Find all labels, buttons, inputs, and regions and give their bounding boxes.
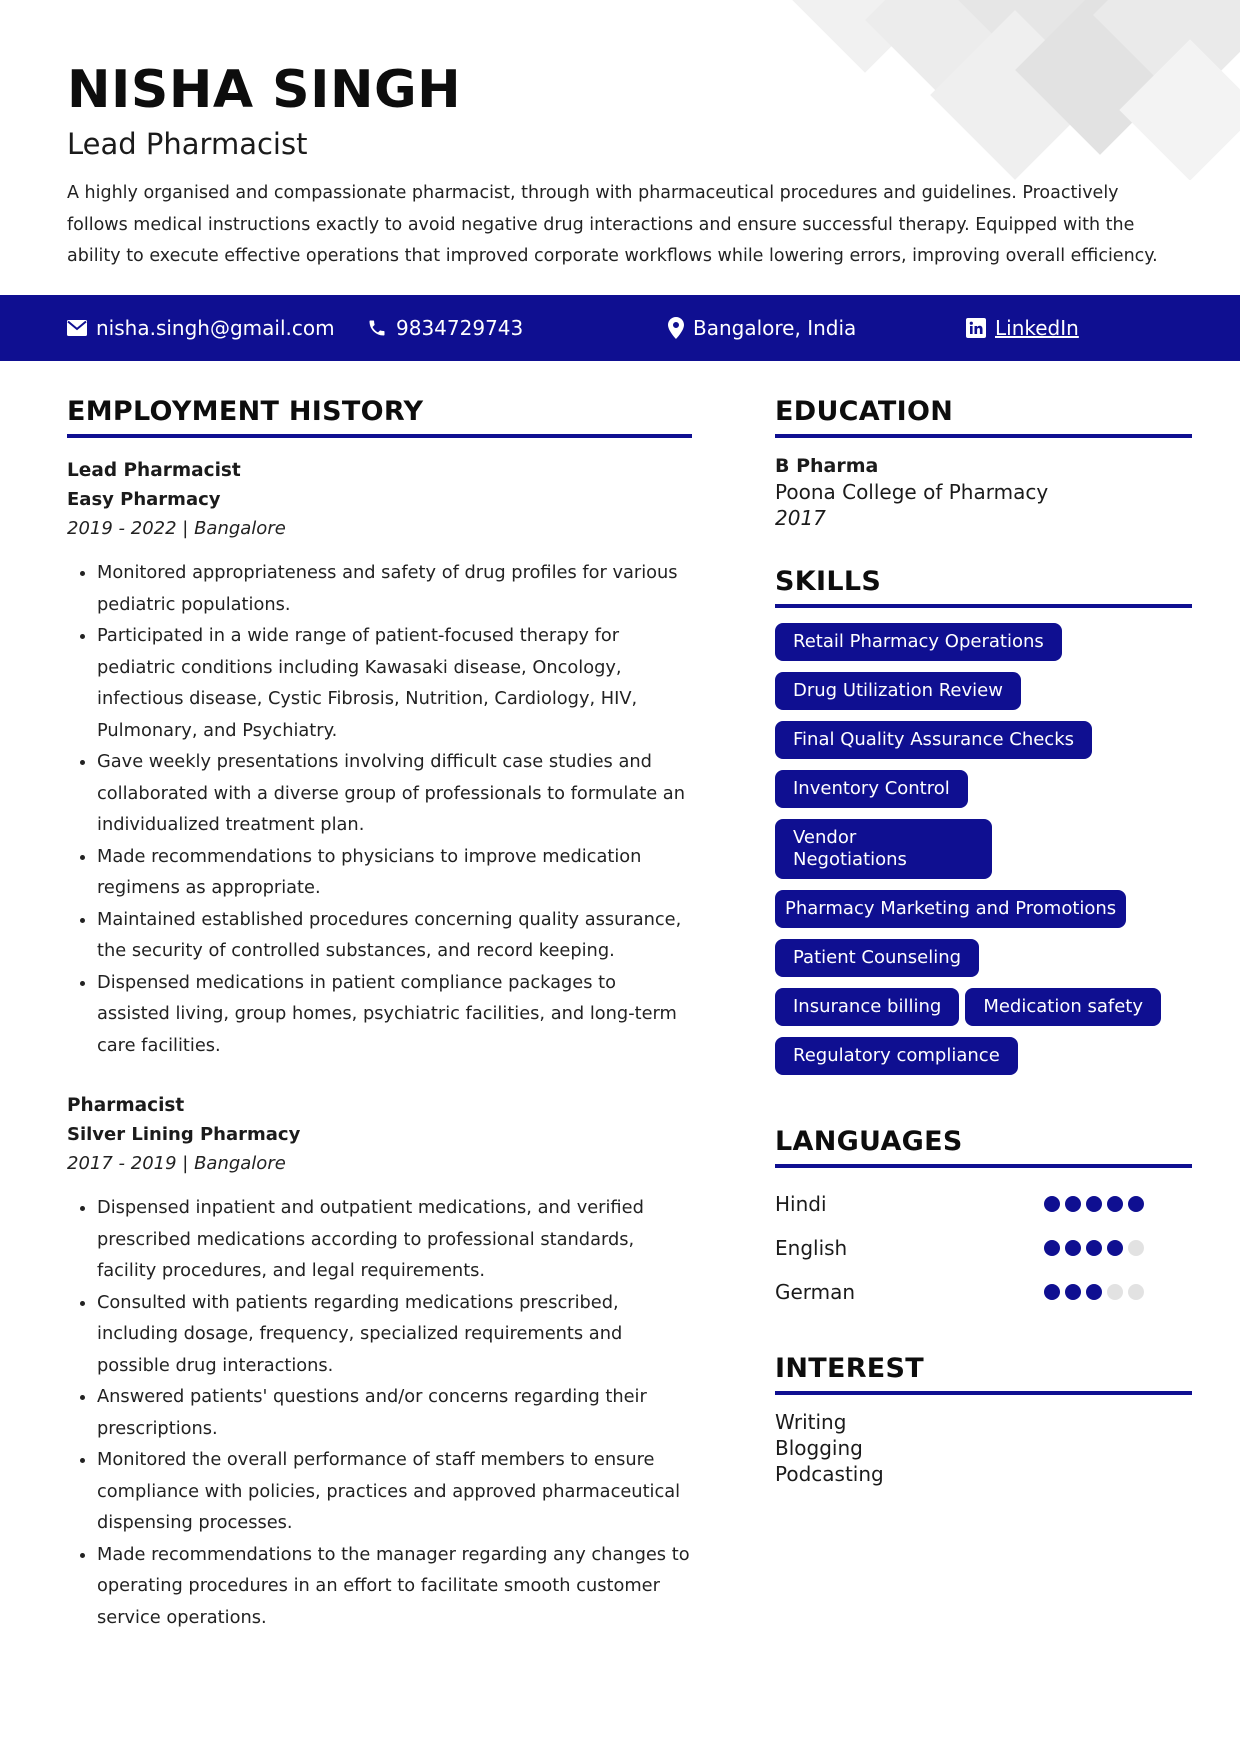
rating-dot-filled bbox=[1044, 1240, 1060, 1256]
job-dates-location: 2019 - 2022 | Bangalore bbox=[67, 518, 286, 539]
skill-tag: Inventory Control bbox=[775, 770, 968, 808]
section-divider bbox=[67, 434, 692, 438]
interest-item: Blogging bbox=[775, 1436, 863, 1460]
job-bullet: • Participated in a wide range of patient-focused therapy for pediatric conditions including Kawasaki disease, Oncology, infectious disease, Cystic Fibrosis, Nutrition, Cardiology, HIV, Pulmonary, and Psychiatry. bbox=[97, 620, 692, 746]
rating-dot-filled bbox=[1107, 1196, 1123, 1212]
section-divider bbox=[775, 1391, 1192, 1395]
interest-heading: INTEREST bbox=[775, 1353, 925, 1384]
job-bullet: • Maintained established procedures concerning quality assurance, the security of controlled substances, and record keeping. bbox=[97, 904, 692, 967]
email-icon bbox=[67, 320, 87, 336]
rating-dot-filled bbox=[1128, 1196, 1144, 1212]
education-degree: B Pharma bbox=[775, 455, 879, 477]
languages-section bbox=[775, 1125, 1192, 1314]
language-name: German bbox=[775, 1280, 856, 1304]
language-rating bbox=[1039, 1196, 1144, 1212]
skill-tag: Final Quality Assurance Checks bbox=[775, 721, 1092, 759]
rating-dot-empty bbox=[1128, 1240, 1144, 1256]
employment-heading: EMPLOYMENT HISTORY bbox=[67, 396, 424, 427]
location-pin-icon bbox=[668, 317, 684, 339]
rating-dot-filled bbox=[1086, 1196, 1102, 1212]
candidate-name: NISHA SINGH bbox=[67, 60, 462, 120]
interest-list bbox=[775, 1409, 1192, 1487]
right-column bbox=[775, 395, 1192, 1487]
resume-header bbox=[67, 58, 1177, 273]
rating-dot-filled bbox=[1086, 1240, 1102, 1256]
linkedin-icon bbox=[966, 318, 986, 338]
job-bullet: • Dispensed medications in patient compliance packages to assisted living, group homes, psychiatric facilities, and long-term care facilities. bbox=[97, 967, 692, 1062]
rating-dot-filled bbox=[1044, 1196, 1060, 1212]
job-bullets bbox=[67, 557, 692, 1061]
education-entry bbox=[775, 453, 1192, 531]
skill-tag: Patient Counseling bbox=[775, 939, 979, 977]
interest-item: Writing bbox=[775, 1410, 847, 1434]
interest-section bbox=[775, 1352, 1192, 1487]
skill-tag: Medication safety bbox=[965, 988, 1161, 1026]
location-text: Bangalore, India bbox=[693, 316, 857, 340]
job-company: Silver Lining Pharmacy bbox=[67, 1124, 301, 1145]
job-title: Lead Pharmacist bbox=[67, 460, 241, 481]
linkedin-link[interactable]: LinkedIn bbox=[995, 316, 1079, 340]
language-row bbox=[775, 1270, 1192, 1314]
interest-item: Podcasting bbox=[775, 1462, 884, 1486]
skill-tag: Regulatory compliance bbox=[775, 1037, 1018, 1075]
language-rating bbox=[1039, 1240, 1144, 1256]
job-company: Easy Pharmacy bbox=[67, 489, 221, 510]
rating-dot-filled bbox=[1065, 1284, 1081, 1300]
section-divider bbox=[775, 1164, 1192, 1168]
contact-phone[interactable] bbox=[367, 295, 523, 361]
job-entry bbox=[67, 1091, 692, 1633]
job-bullet: • Dispensed inpatient and outpatient medications, and verified prescribed medications according to professional standards, facility procedures, and legal requirements. bbox=[97, 1192, 692, 1287]
rating-dot-empty bbox=[1107, 1284, 1123, 1300]
language-name: English bbox=[775, 1236, 848, 1260]
job-title: Pharmacist bbox=[67, 1095, 185, 1116]
rating-dot-empty bbox=[1128, 1284, 1144, 1300]
languages-list bbox=[775, 1182, 1192, 1314]
rating-dot-filled bbox=[1044, 1284, 1060, 1300]
job-bullet: • Gave weekly presentations involving difficult case studies and collaborated with a diverse group of professionals to formulate an individualized treatment plan. bbox=[97, 746, 692, 841]
rating-dot-filled bbox=[1086, 1284, 1102, 1300]
contact-email[interactable] bbox=[67, 295, 335, 361]
education-year: 2017 bbox=[775, 506, 826, 530]
profile-summary: A highly organised and compassionate pharmacist, through with pharmaceutical procedures and guidelines. Proactively follows medical instructions exactly to avoid negative drug interactions and ensure successful therapy. Equipped with the ability to execute effective operations that improved corporate workflows while lowering errors, improving overall efficiency. bbox=[67, 183, 1158, 266]
section-divider bbox=[775, 604, 1192, 608]
contact-linkedin[interactable] bbox=[966, 295, 1079, 361]
language-row bbox=[775, 1226, 1192, 1270]
job-bullet: • Monitored the overall performance of staff members to ensure compliance with policies, practices and approved pharmaceutical dispensing processes. bbox=[97, 1444, 692, 1539]
languages-heading: LANGUAGES bbox=[775, 1126, 963, 1157]
job-dates-location: 2017 - 2019 | Bangalore bbox=[67, 1153, 286, 1174]
rating-dot-filled bbox=[1107, 1240, 1123, 1256]
skills-section bbox=[775, 565, 1192, 1086]
rating-dot-filled bbox=[1065, 1240, 1081, 1256]
job-bullet: • Consulted with patients regarding medications prescribed, including dosage, frequency, specialized requirements and possible drug interactions. bbox=[97, 1287, 692, 1382]
email-text: nisha.singh@gmail.com bbox=[96, 316, 335, 340]
left-column bbox=[67, 395, 692, 1633]
job-bullets bbox=[67, 1192, 692, 1633]
job-bullet: • Made recommendations to the manager regarding any changes to operating procedures in an effort to facilitate smooth customer service operations. bbox=[97, 1539, 692, 1634]
contact-bar bbox=[0, 295, 1240, 361]
job-bullet: • Answered patients' questions and/or concerns regarding their prescriptions. bbox=[97, 1381, 692, 1444]
education-school: Poona College of Pharmacy bbox=[775, 480, 1049, 504]
skill-tag: Insurance billing bbox=[775, 988, 959, 1026]
job-entry bbox=[67, 456, 692, 1061]
skill-tag: Retail Pharmacy Operations bbox=[775, 623, 1062, 661]
candidate-title: Lead Pharmacist bbox=[67, 127, 308, 161]
skill-tag: Drug Utilization Review bbox=[775, 672, 1021, 710]
language-rating bbox=[1039, 1284, 1144, 1300]
education-heading: EDUCATION bbox=[775, 396, 954, 427]
skills-list bbox=[775, 623, 1192, 1086]
contact-location bbox=[668, 295, 856, 361]
section-divider bbox=[775, 434, 1192, 438]
rating-dot-filled bbox=[1065, 1196, 1081, 1212]
phone-icon bbox=[367, 318, 387, 338]
language-name: Hindi bbox=[775, 1192, 827, 1216]
skill-tag: Pharmacy Marketing and Promotions bbox=[775, 890, 1126, 928]
job-bullet: • Monitored appropriateness and safety of drug profiles for various pediatric populations. bbox=[97, 557, 692, 620]
phone-text: 9834729743 bbox=[396, 316, 524, 340]
skill-tag: Vendor Negotiations bbox=[775, 819, 992, 879]
language-row bbox=[775, 1182, 1192, 1226]
job-bullet: • Made recommendations to physicians to improve medication regimens as appropriate. bbox=[97, 841, 692, 904]
skills-heading: SKILLS bbox=[775, 566, 882, 597]
